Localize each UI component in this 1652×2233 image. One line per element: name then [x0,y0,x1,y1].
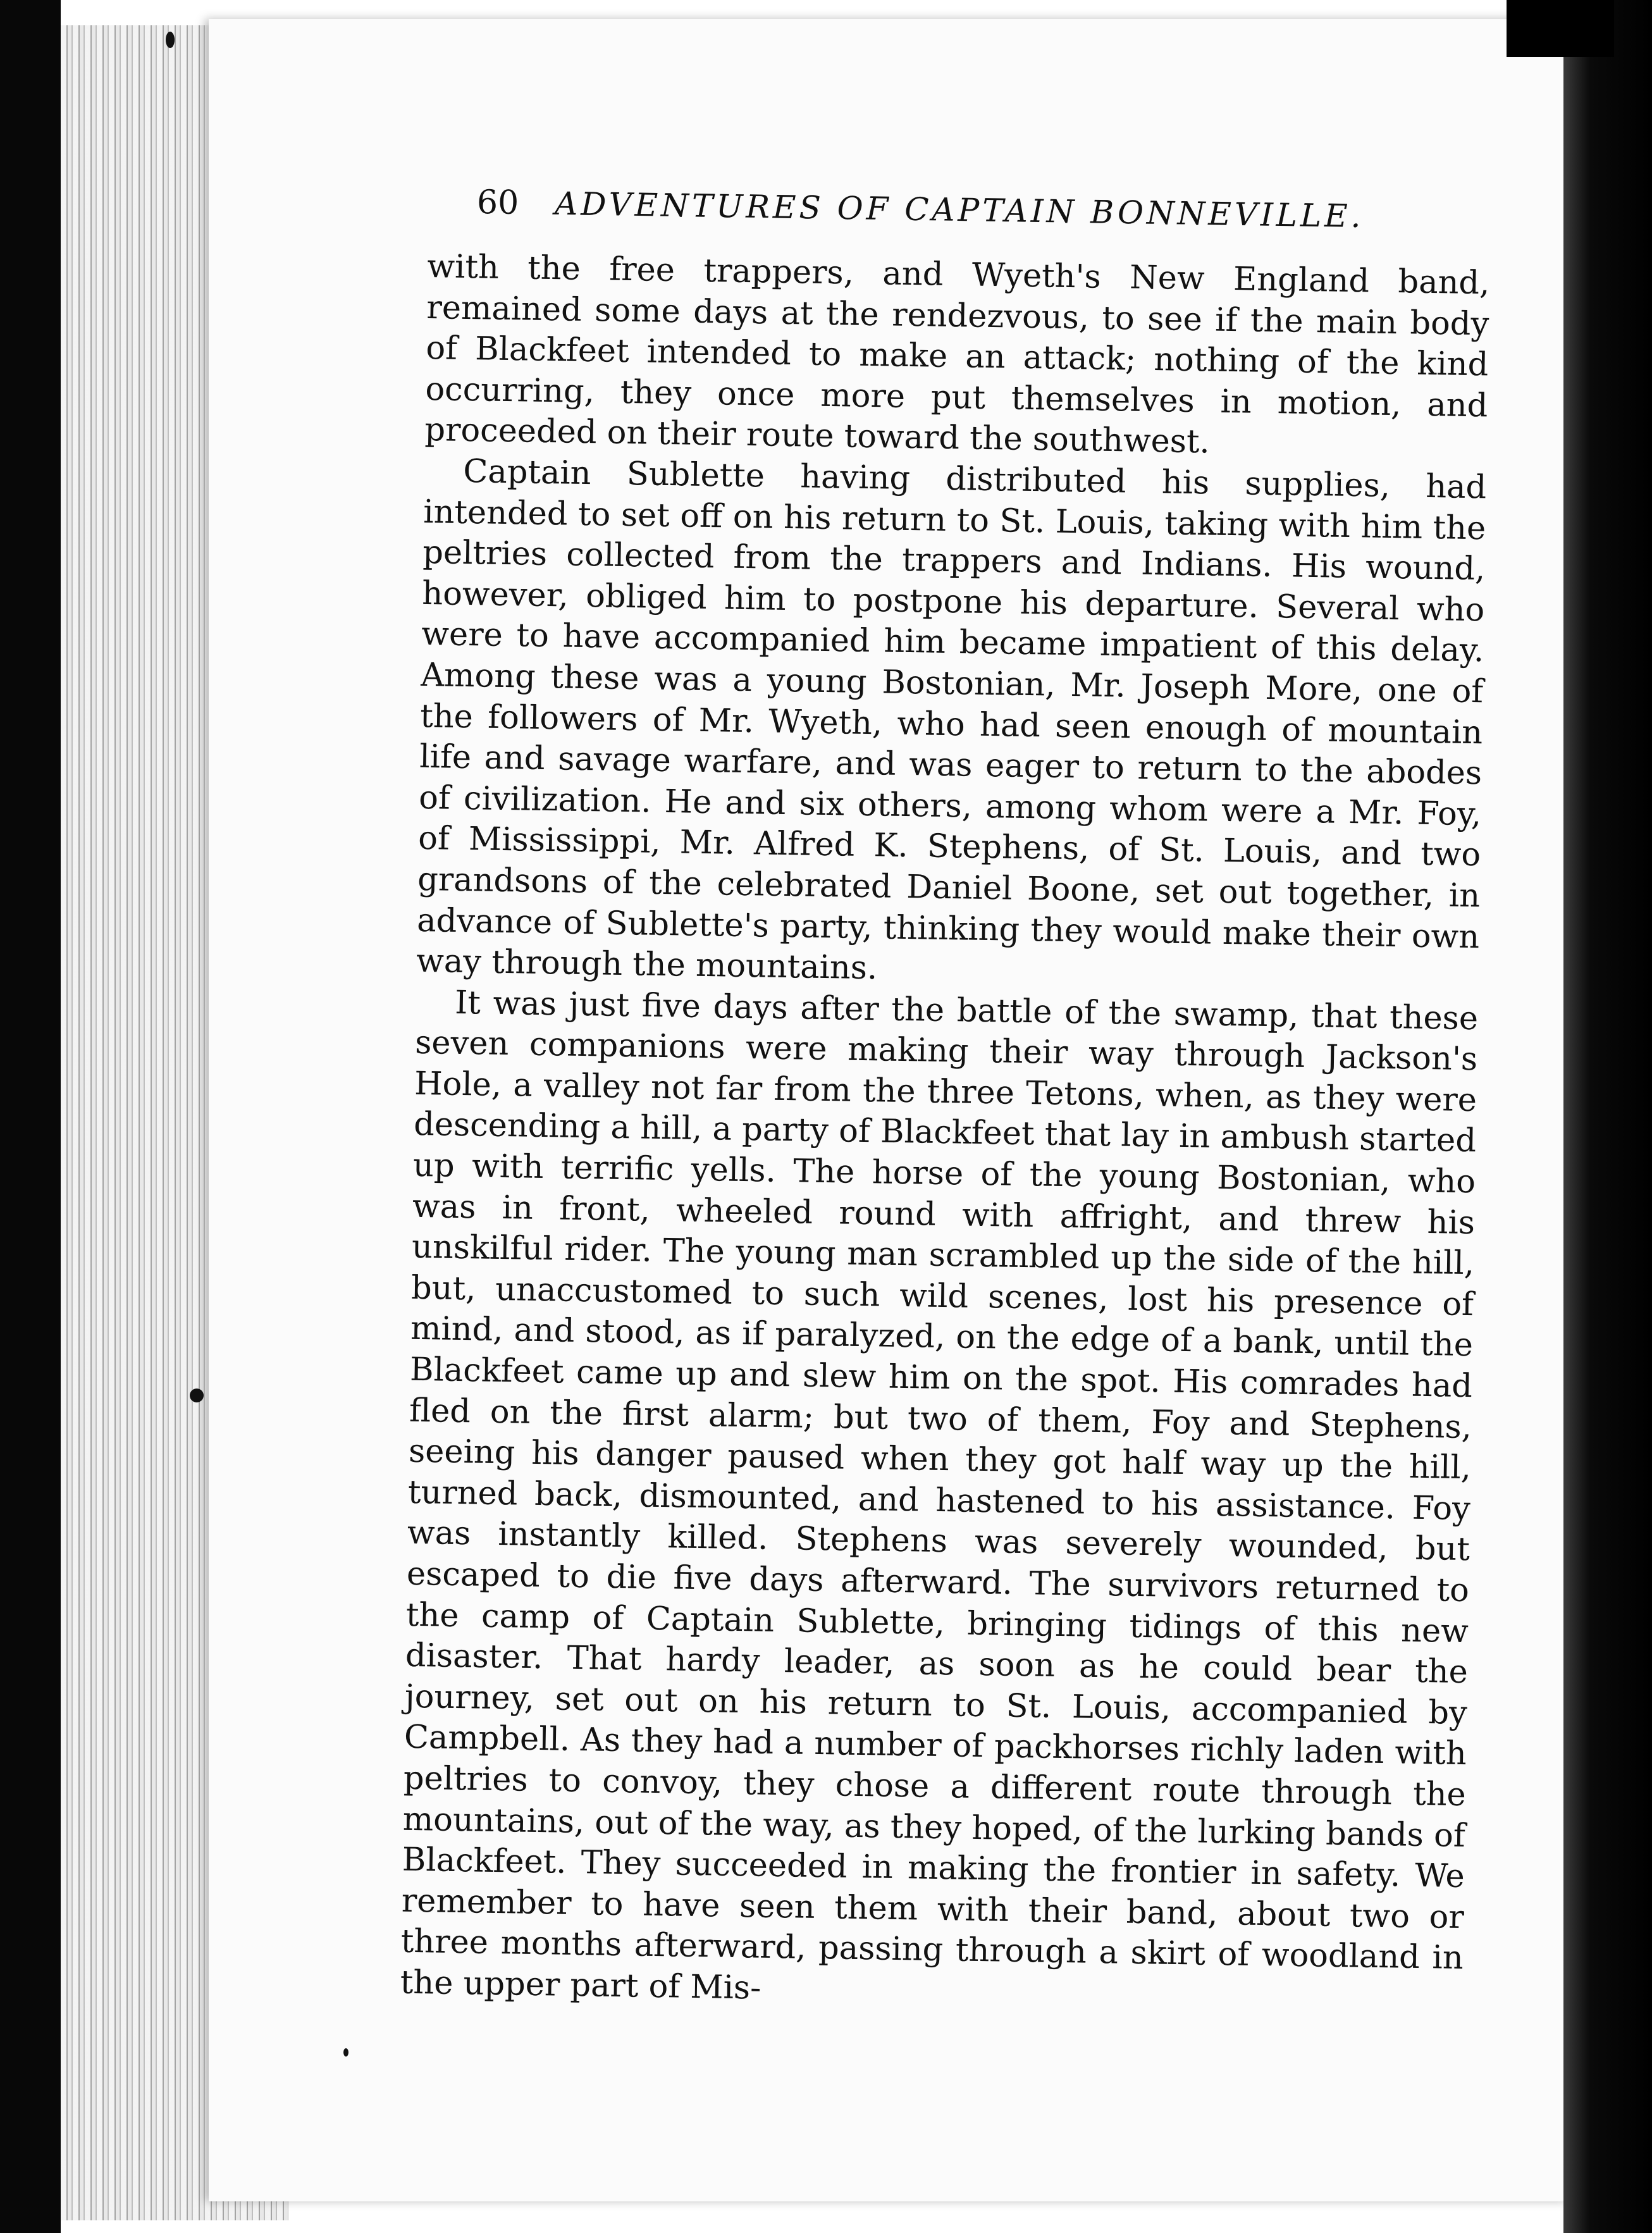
page-number: 60 [476,183,519,223]
margin-speck [166,32,175,48]
paragraph: It was just five days after the battle of the swamp, that these seven companions were making their way through Jackson's Hole, a valley not far from the three Tetons, when, as they were descending a hill, a party of Blackfeet that lay in ambush started up with terrific yells. The horse of the young Bostonian, who was in front, wheeled round with affright, and threw his unskilful rider. The young man scrambled up the side of the hill, but, unaccustomed to such wild scenes, lost his presence of mind, and stood, as if paralyzed, on the edge of a bank, until the Blackfeet came up and slew him on the spot. His comrades had fled on the first alarm; but two of them, Foy and Stephens, seeing his danger paused when they got half way up the hill, turned back, dismounted, and hastened to his assistance. Foy was instantly killed. Stephens was severely wounded, but escaped to die five days afterward. The survivors returned to the camp of Captain Sublette, bringing tidings of this new disaster. That hardy leader, as soon as he could bear the journey, set out on his return to St. Louis, accompanied by Campbell. As they had a number of packhorses richly laden with peltries to convoy, they chose a different route through the mountains, out of the way, as they hoped, of the lurking bands of Blackfeet. They succeeded in making the frontier in safety. We remember to have seen them with their band, about two or three months afterward, passing through a skirt of woodland in the upper part of Mis- [400,984,1479,2007]
film-corner-shadow [1507,0,1614,57]
body-text [400,247,1489,2020]
margin-speck [190,1389,204,1402]
running-head: ADVENTURES OF CAPTAIN BONNEVILLE. [554,185,1365,235]
paragraph: with the free trappers, and Wyeth's New England band, remained some days at the rendezvous, to see if the main body of Blackfeet intended to make an attack; nothing of the kind occurring, they once more put themselves in motion, and proceeded on their route toward the southwest. [424,247,1490,461]
margin-speck [343,2048,348,2057]
paragraph: Captain Sublette having distributed his supplies, had intended to set off on his return to St. Louis, taking with him the peltries collected from the trappers and Indians. His wound, however, obliged him to postpone his departure. Several who were to have accompanied him became impatient of this delay. Among these was a young Bostonian, Mr. Joseph More, one of the followers of Mr. Wyeth, who had seen enough of mountain life and savage warfare, and was eager to return to the abodes of civilization. He and six others, among whom were a Mr. Foy, of Mississippi, Mr. Alfred K. Stephens, of St. Louis, and two grandsons of the celebrated Daniel Boone, set out together, in advance of Sublette's party, thinking they would make their own way through the mountains. [416,452,1487,987]
book-binding-shadow [1563,0,1652,2233]
film-border-left [0,0,61,2233]
